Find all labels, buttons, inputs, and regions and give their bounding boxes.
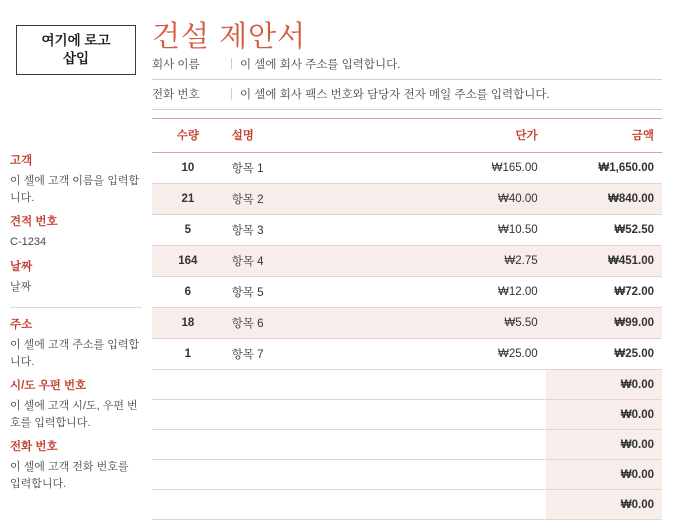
- sidebar-divider: [10, 307, 142, 308]
- customer-sidebar: [10, 152, 142, 499]
- cell-qty[interactable]: 5: [152, 215, 224, 246]
- sidebar-value[interactable]: 이 셀에 고객 시/도, 우편 번호를 입력합니다.: [10, 400, 138, 429]
- company-info-row: [152, 50, 662, 80]
- table-row[interactable]: [152, 339, 662, 370]
- cell-desc[interactable]: 항목 3: [224, 215, 421, 246]
- cell-unit[interactable]: [421, 370, 546, 400]
- cell-desc[interactable]: 항목 5: [224, 277, 421, 308]
- logo-line-1: 여기에 로고: [41, 32, 111, 48]
- cell-desc[interactable]: 항목 1: [224, 153, 421, 184]
- sidebar-block: [10, 377, 142, 438]
- sidebar-value[interactable]: C-1234: [10, 236, 47, 248]
- sidebar-block: [10, 316, 142, 377]
- company-info-label: 전화 번호: [152, 89, 200, 101]
- cell-qty[interactable]: [152, 370, 224, 400]
- cell-qty[interactable]: [152, 460, 224, 490]
- sidebar-value[interactable]: 이 셀에 고객 이름을 입력합니다.: [10, 175, 140, 204]
- cell-qty[interactable]: 18: [152, 308, 224, 339]
- cell-qty[interactable]: 10: [152, 153, 224, 184]
- cell-unit[interactable]: [421, 460, 546, 490]
- cell-desc[interactable]: [224, 370, 421, 400]
- cell-amount[interactable]: ₩0.00: [546, 370, 662, 400]
- table-row[interactable]: [152, 400, 662, 430]
- table-row[interactable]: [152, 430, 662, 460]
- cell-unit[interactable]: ₩2.75: [421, 246, 546, 277]
- cell-unit[interactable]: [421, 430, 546, 460]
- cell-unit[interactable]: ₩40.00: [421, 184, 546, 215]
- line-items-table: [152, 118, 662, 520]
- cell-desc[interactable]: 항목 6: [224, 308, 421, 339]
- cell-amount[interactable]: ₩99.00: [546, 308, 662, 339]
- table-head: [152, 119, 662, 153]
- sidebar-block: [10, 213, 142, 258]
- column-header-amount: 금액: [546, 119, 662, 153]
- company-info-separator: |: [230, 58, 233, 70]
- company-info: [152, 50, 662, 110]
- cell-unit[interactable]: [421, 400, 546, 430]
- cell-qty[interactable]: 1: [152, 339, 224, 370]
- cell-desc[interactable]: [224, 490, 421, 520]
- cell-qty[interactable]: [152, 400, 224, 430]
- table-row[interactable]: [152, 184, 662, 215]
- table-body: [152, 153, 662, 520]
- column-header-unit: 단가: [421, 119, 546, 153]
- cell-qty[interactable]: 164: [152, 246, 224, 277]
- company-info-value[interactable]: 이 셀에 회사 주소를 입력합니다.: [240, 59, 401, 71]
- table-row[interactable]: [152, 370, 662, 400]
- sidebar-heading: 고객: [10, 155, 33, 167]
- cell-amount[interactable]: ₩0.00: [546, 430, 662, 460]
- cell-amount[interactable]: ₩0.00: [546, 460, 662, 490]
- sidebar-block: [10, 258, 142, 303]
- sidebar-heading: 주소: [10, 319, 33, 331]
- cell-qty[interactable]: 21: [152, 184, 224, 215]
- cell-unit[interactable]: ₩10.50: [421, 215, 546, 246]
- cell-amount[interactable]: ₩52.50: [546, 215, 662, 246]
- sidebar-block: [10, 152, 142, 213]
- sidebar-value[interactable]: 이 셀에 고객 전화 번호를 입력합니다.: [10, 461, 129, 490]
- line-items-table-wrap: [152, 118, 662, 520]
- cell-qty[interactable]: [152, 490, 224, 520]
- cell-unit[interactable]: ₩5.50: [421, 308, 546, 339]
- cell-unit[interactable]: [421, 490, 546, 520]
- column-header-desc: 설명: [224, 119, 421, 153]
- table-row[interactable]: [152, 460, 662, 490]
- table-header-row: [152, 119, 662, 153]
- sidebar-heading: 날짜: [10, 260, 33, 273]
- cell-qty[interactable]: [152, 430, 224, 460]
- sidebar-value[interactable]: 이 셀에 고객 주소를 입력합니다.: [10, 339, 140, 368]
- company-info-separator: |: [230, 88, 233, 100]
- cell-amount[interactable]: ₩0.00: [546, 490, 662, 520]
- cell-unit[interactable]: ₩12.00: [421, 277, 546, 308]
- cell-unit[interactable]: ₩25.00: [421, 339, 546, 370]
- cell-unit[interactable]: ₩165.00: [421, 153, 546, 184]
- table-row[interactable]: [152, 308, 662, 339]
- cell-amount[interactable]: ₩451.00: [546, 246, 662, 277]
- company-info-value[interactable]: 이 셀에 회사 팩스 번호와 담당자 전자 메일 주소를 입력합니다.: [240, 89, 550, 101]
- cell-desc[interactable]: [224, 430, 421, 460]
- sidebar-heading: 전화 번호: [10, 441, 58, 453]
- cell-qty[interactable]: 6: [152, 277, 224, 308]
- company-info-label: 회사 이름: [152, 59, 200, 71]
- sidebar-value[interactable]: 날짜: [10, 280, 32, 293]
- column-header-qty: 수량: [152, 119, 224, 153]
- logo-placeholder[interactable]: [16, 25, 136, 75]
- cell-amount[interactable]: ₩25.00: [546, 339, 662, 370]
- cell-desc[interactable]: 항목 4: [224, 246, 421, 277]
- sidebar-heading: 시/도 우편 번호: [10, 380, 87, 392]
- sidebar-block: [10, 438, 142, 499]
- table-row[interactable]: [152, 153, 662, 184]
- cell-desc[interactable]: 항목 2: [224, 184, 421, 215]
- table-row[interactable]: [152, 490, 662, 520]
- table-row[interactable]: [152, 246, 662, 277]
- page-title: 건설 제안서: [152, 21, 307, 53]
- cell-desc[interactable]: [224, 400, 421, 430]
- logo-line-2: 삽입: [62, 51, 90, 66]
- company-info-row: [152, 80, 662, 110]
- cell-desc[interactable]: 항목 7: [224, 339, 421, 370]
- cell-amount[interactable]: ₩840.00: [546, 184, 662, 215]
- cell-amount[interactable]: ₩0.00: [546, 400, 662, 430]
- cell-desc[interactable]: [224, 460, 421, 490]
- cell-amount[interactable]: ₩72.00: [546, 277, 662, 308]
- sidebar-heading: 견적 번호: [10, 216, 58, 228]
- cell-amount[interactable]: ₩1,650.00: [546, 153, 662, 184]
- table-row[interactable]: [152, 215, 662, 246]
- table-row[interactable]: [152, 277, 662, 308]
